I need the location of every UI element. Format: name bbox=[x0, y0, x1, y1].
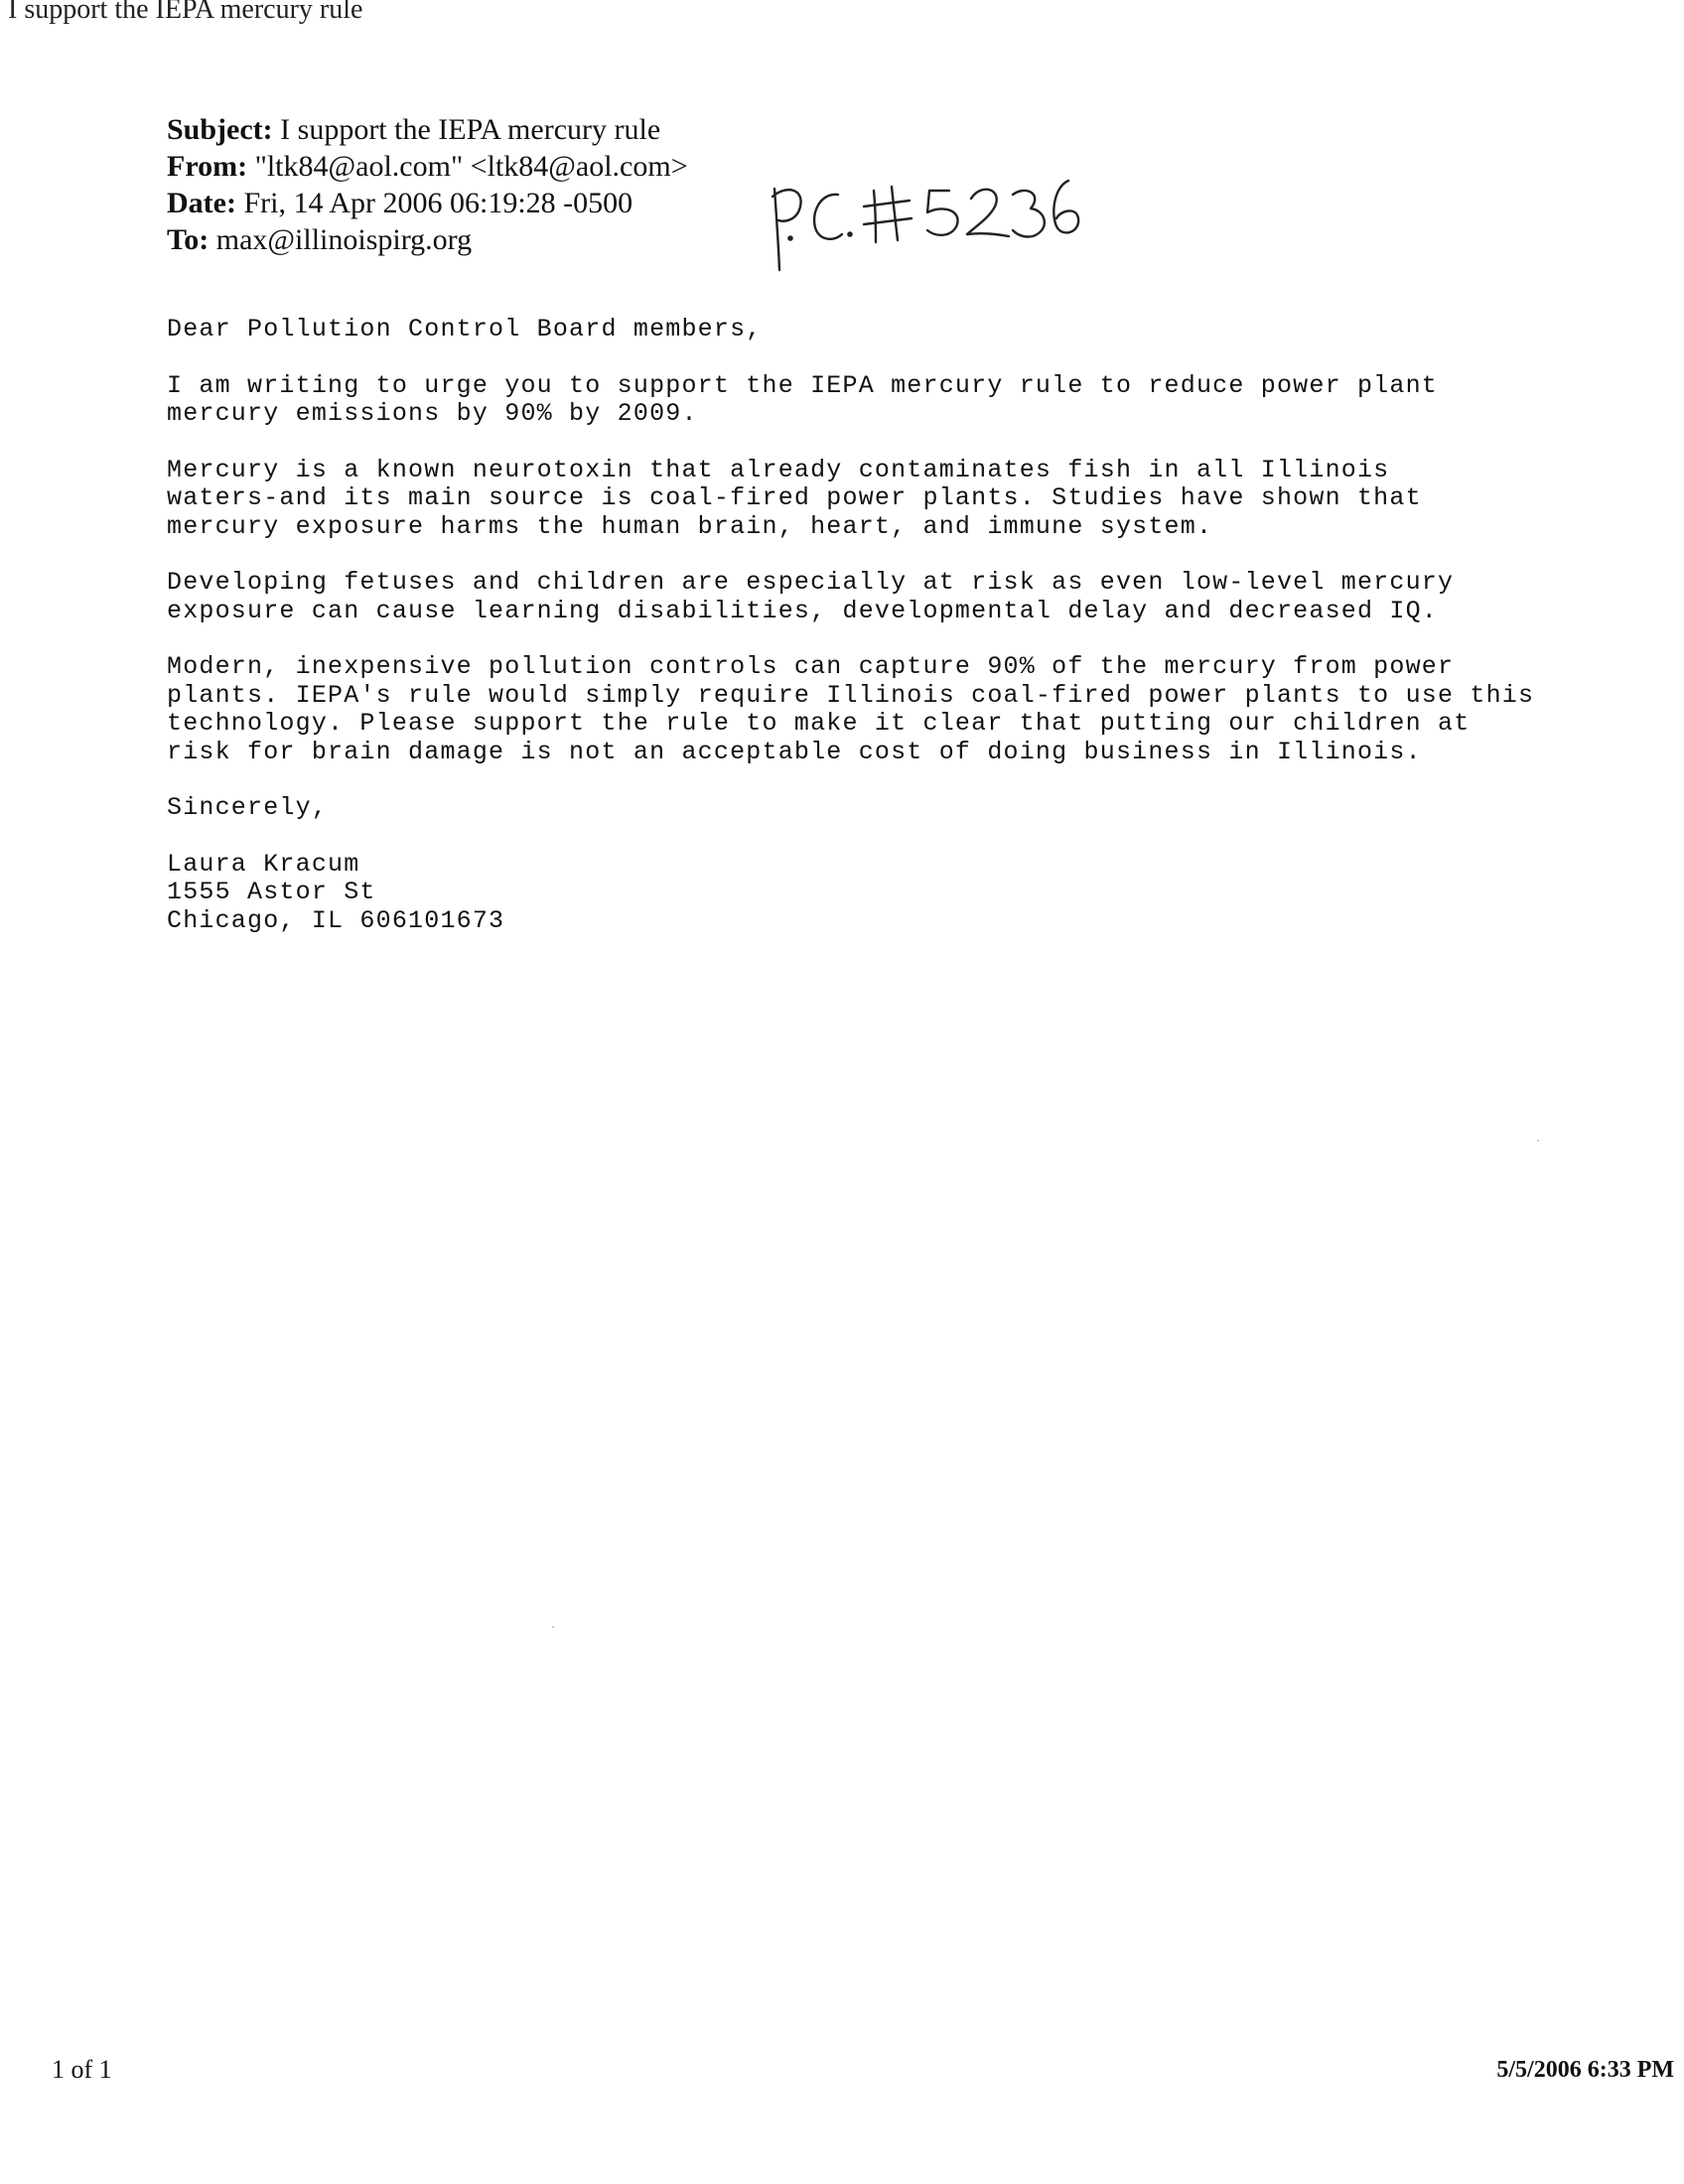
handwritten-stamp bbox=[753, 177, 1090, 276]
to-label: To: bbox=[167, 223, 210, 256]
signer-street: 1555 Astor St bbox=[167, 878, 376, 906]
to-value: max@illinoispirg.org bbox=[209, 223, 473, 256]
paragraph-4-line: technology. Please support the rule to make it clear that putting our children at bbox=[167, 709, 1471, 738]
closing: Sincerely, bbox=[167, 793, 329, 822]
paragraph-2-line: Mercury is a known neurotoxin that already contaminates fish in all Illinois bbox=[167, 455, 1390, 484]
paragraph-1-line: I am writing to urge you to support the IEPA mercury rule to reduce power plant bbox=[167, 370, 1438, 400]
to-row bbox=[167, 221, 688, 258]
from-value: "ltk84@aol.com" <ltk84@aol.com> bbox=[247, 150, 688, 183]
date-row bbox=[167, 185, 688, 221]
paragraph-1-line: mercury emissions by 90% by 2009. bbox=[167, 399, 698, 428]
date-label: Date: bbox=[167, 187, 236, 219]
paragraph-4 bbox=[167, 653, 1577, 766]
paragraph-4-line: plants. IEPA's rule would simply require Illinois coal-fired power plants to use this bbox=[167, 680, 1535, 710]
paragraph-3-line: Developing fetuses and children are especially at risk as even low-level mercury bbox=[167, 568, 1455, 597]
printed-timestamp: 5/5/2006 6:33 PM bbox=[1496, 2057, 1674, 2083]
date-value: Fri, 14 Apr 2006 06:19:28 -0500 bbox=[235, 187, 633, 219]
scan-speck bbox=[552, 1626, 554, 1628]
subject-value: I support the IEPA mercury rule bbox=[272, 113, 661, 146]
paragraph-3-line: exposure can cause learning disabilities, developmental delay and decreased IQ. bbox=[167, 596, 1438, 625]
paragraph-2 bbox=[167, 457, 1577, 542]
greeting: Dear Pollution Control Board members, bbox=[167, 315, 763, 343]
from-label: From: bbox=[167, 150, 248, 183]
page-number: 1 of 1 bbox=[52, 2055, 112, 2084]
scan-speck bbox=[1537, 1140, 1539, 1142]
paragraph-2-line: waters-and its main source is coal-fired power plants. Studies have shown that bbox=[167, 483, 1422, 512]
paragraph-2-line: mercury exposure harms the human brain, heart, and immune system. bbox=[167, 511, 1213, 541]
email-headers bbox=[167, 111, 688, 258]
paragraph-3 bbox=[167, 569, 1577, 625]
email-body bbox=[167, 316, 1577, 935]
signer-city: Chicago, IL 606101673 bbox=[167, 905, 505, 935]
page-header: I support the IEPA mercury rule bbox=[8, 0, 363, 25]
signature-block bbox=[167, 851, 1577, 936]
paragraph-4-line: risk for brain damage is not an acceptable cost of doing business in Illinois. bbox=[167, 737, 1422, 766]
from-row bbox=[167, 148, 688, 185]
subject-label: Subject: bbox=[167, 113, 273, 146]
paragraph-1 bbox=[167, 372, 1577, 429]
signer-name: Laura Kracum bbox=[167, 849, 360, 879]
paragraph-4-line: Modern, inexpensive pollution controls can capture 90% of the mercury from power bbox=[167, 652, 1455, 681]
subject-row bbox=[167, 111, 688, 148]
